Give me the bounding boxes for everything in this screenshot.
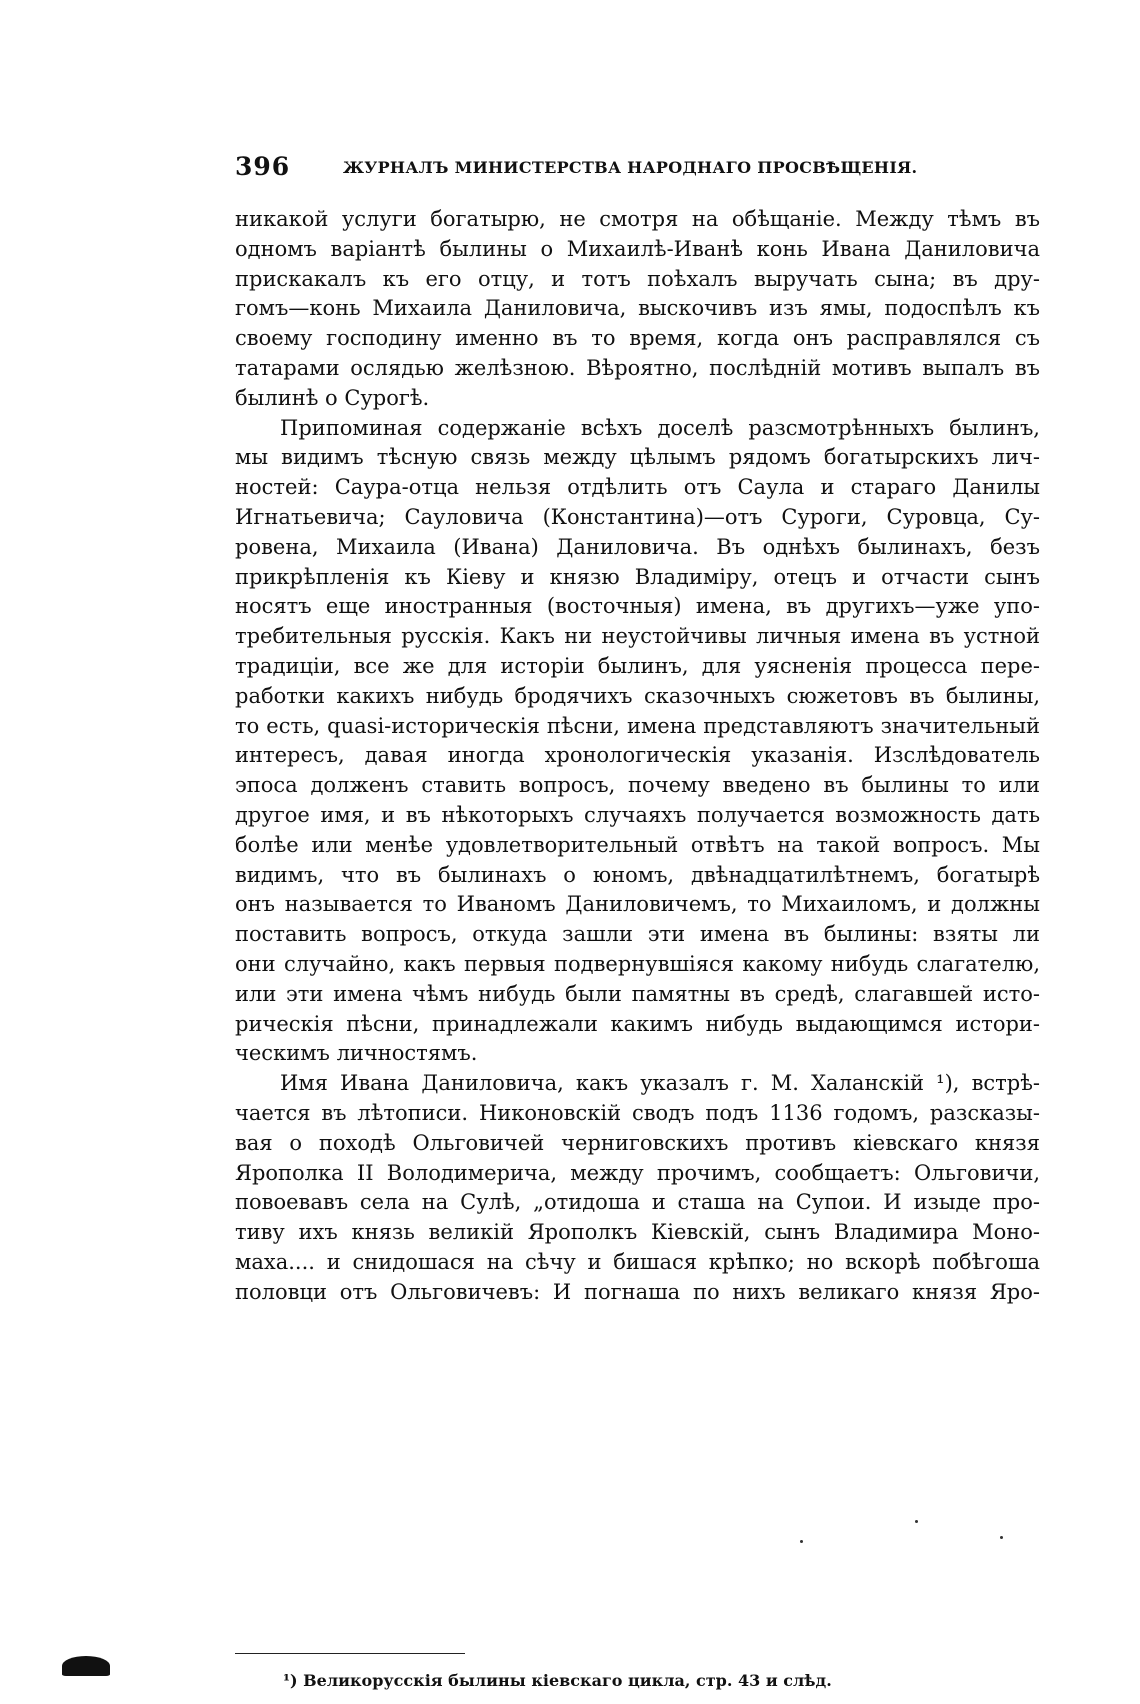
text-line: рическія пѣсни, принадлежали какимъ нибудь выдающимся истори- [235,1011,1040,1036]
text-line: одномъ варіантѣ былины о Михаилѣ-Иванѣ конь Ивана Даниловича [235,236,1040,261]
text-line: другое имя, и въ нѣкоторыхъ случаяхъ получается возможность дать [235,802,1040,827]
body-text [235,205,1040,1307]
running-title: ЖУРНАЛЪ МИНИСТЕРСТВА НАРОДНАГО ПРОСВѢЩЕНІЯ. [343,158,918,177]
text-line: требительныя русскія. Какъ ни неустойчивы личныя имена въ устной [235,624,1040,649]
text-line: мы видимъ тѣсную связь между цѣлымъ рядомъ богатырскихъ лич- [235,445,1040,470]
text-line: никакой услуги богатырю, не смотря на обѣщаніе. Между тѣмъ въ [235,207,1040,231]
text-line: чается въ лѣтописи. Никоновскій сводъ подъ 1136 годомъ, разсказы- [235,1100,1040,1125]
text-line: былинѣ о Сурогѣ. [235,385,430,410]
text-line: прискакалъ къ его отцу, и тотъ поѣхалъ выручать сына; въ дру- [235,266,1040,291]
text-line: болѣе или менѣе удовлетворительный отвѣтъ на такой вопросъ. Мы [235,832,1040,857]
text-line: ческимъ личностямъ. [235,1041,478,1066]
text-line: повоевавъ села на Сулѣ, „отидоша и сташа на Супои. И изыде про- [235,1190,1040,1215]
ink-speck [915,1520,918,1523]
ink-speck [800,1540,803,1543]
text-line: вая о походѣ Ольговичей черниговскихъ противъ кіевскаго князя [235,1130,1040,1155]
text-line: татарами ослядью желѣзною. Вѣроятно, послѣдній мотивъ выпалъ въ [235,355,1040,380]
text-line: тиву ихъ князь великій Ярополкъ Кіевскій, сынъ Владимира Моно- [235,1220,1040,1245]
text-line: онъ называется то Иваномъ Даниловичемъ, то Михаиломъ, и должны [235,892,1040,917]
text-line: своему господину именно въ то время, когда онъ расправлялся съ [235,326,1040,351]
text-line: интересъ, давая иногда хронологическія указанія. Изслѣдователь [235,743,1040,768]
text-line: ровена, Михаила (Ивана) Даниловича. Въ однѣхъ былинахъ, безъ [235,534,1040,559]
text-line: ностей: Саура-отца нельзя отдѣлить отъ Саула и стараго Данилы [235,475,1040,500]
page-header [235,152,955,182]
text-line: гомъ—конь Михаила Даниловича, выскочивъ изъ ямы, подоспѣлъ къ [235,296,1040,321]
text-line: эпоса долженъ ставить вопросъ, почему введено въ былины то или [235,773,1040,798]
text-line: или эти имена чѣмъ нибудь были памятны въ средѣ, слагавшей исто- [235,981,1040,1006]
paragraph-start-line: Имя Ивана Даниловича, какъ указалъ г. М. Халанскій ¹), встрѣ- [280,1071,1040,1096]
text-line: работки какихъ нибудь бродячихъ сказочныхъ сюжетовъ въ былины, [235,683,1040,708]
text-line: Ярополка II Володимерича, между прочимъ, сообщаетъ: Ольговичи, [235,1160,1040,1185]
text-line: они случайно, какъ первыя подвернувшіяся какому нибудь слагателю, [235,951,1040,976]
ink-smudge [62,1656,110,1676]
text-line: прикрѣпленія къ Кіеву и князю Владиміру, отецъ и отчасти сынъ [235,564,1040,589]
text-line: то есть, quasi-историческія пѣсни, имена представляютъ значительный [235,713,1040,738]
text-line: поставить вопросъ, откуда зашли эти имена въ былины: взяты ли [235,922,1040,947]
footnote-rule [235,1653,465,1654]
ink-speck [1000,1536,1003,1539]
text-line: видимъ, что въ былинахъ о юномъ, двѣнадцатилѣтнемъ, богатырѣ [235,862,1040,887]
text-line: Игнатьевича; Сауловича (Константина)—отъ Суроги, Суровца, Су- [235,504,1040,529]
text-line: маха.... и снидошася на сѣчу и бишася крѣпко; но вскорѣ побѣгоша [235,1249,1040,1274]
footnote: ¹) Великорусскія былины кіевскаго цикла, стр. 43 и слѣд. [283,1671,832,1690]
text-line: традиціи, все же для исторіи былинъ, для уясненія процесса пере- [235,653,1040,678]
text-line: половци отъ Ольговичевъ: И погнаша по нихъ великаго князя Яро- [235,1279,1040,1304]
paragraph-start-line: Припоминая содержаніе всѣхъ доселѣ разсмотрѣнныхъ былинъ, [280,415,1040,440]
text-line: носятъ еще иностранныя (восточныя) имена, въ другихъ—уже упо- [235,594,1040,619]
page-number: 396 [235,152,291,181]
